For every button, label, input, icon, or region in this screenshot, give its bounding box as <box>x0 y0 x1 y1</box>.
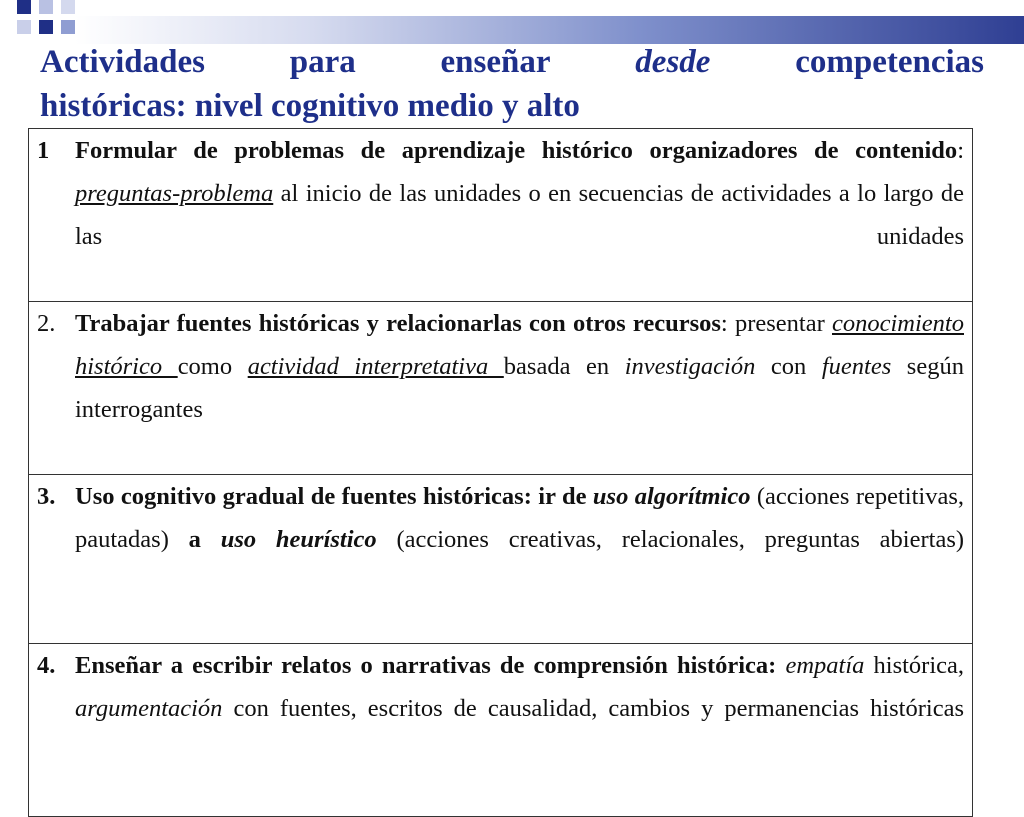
item-number: 3. <box>37 483 56 510</box>
title-word: competencias <box>795 44 984 80</box>
table-cell <box>29 129 973 302</box>
table-cell <box>29 644 973 817</box>
decor-square <box>61 0 75 14</box>
table-row <box>29 302 973 475</box>
activities-table <box>28 128 973 817</box>
decor-square <box>17 0 31 14</box>
table-row <box>29 475 973 644</box>
item-number: 1 <box>37 137 50 164</box>
title-word: Actividades <box>40 44 205 80</box>
decor-square <box>39 0 53 14</box>
decor-square <box>39 20 53 34</box>
item-heading: Uso cognitivo gradual de fuentes históricas: ir de <box>75 483 593 510</box>
item-heading: Formular de problemas de aprendizaje histórico organizadores de contenido <box>75 137 958 164</box>
title-line-1 <box>40 40 984 84</box>
title-word: desde <box>635 44 711 80</box>
item-text: 3. Uso cognitivo gradual de fuentes históricas: ir de uso algorítmico (acciones repetitivas, pautadas) a uso heurístico (acciones creativas, relacionales, preguntas abiertas) <box>37 475 964 604</box>
slide-title <box>40 40 984 128</box>
item-text: 1 Formular de problemas de aprendizaje histórico organizadores de contenido: preguntas-problema al inicio de las unidades o en secuencias de actividades a lo largo de las unidades <box>37 129 964 301</box>
item-text: 4. Enseñar a escribir relatos o narrativas de comprensión histórica: empatía histórica, argumentación con fuentes, escritos de causalidad, cambios y permanencias históricas <box>37 644 964 773</box>
item-number: 4. <box>37 652 56 679</box>
table-cell <box>29 302 973 475</box>
item-number: 2. <box>37 310 56 337</box>
item-heading: Enseñar a escribir relatos o narrativas de comprensión histórica: <box>75 652 777 679</box>
title-word: para <box>289 44 356 80</box>
decor-square <box>61 20 75 34</box>
table-row <box>29 644 973 817</box>
item-text: 2. Trabajar fuentes históricas y relacionarlas con otros recursos: presentar conocimiento histórico como actividad interpretativa basada en investigación con fuentes según interrogantes <box>37 302 964 474</box>
item-heading: Trabajar fuentes históricas y relacionarlas con otros recursos <box>75 310 721 337</box>
table-cell <box>29 475 973 644</box>
table-row <box>29 129 973 302</box>
title-word: enseñar <box>440 44 551 80</box>
decor-square <box>17 20 31 34</box>
title-line-2: históricas: nivel cognitivo medio y alto <box>40 88 580 124</box>
